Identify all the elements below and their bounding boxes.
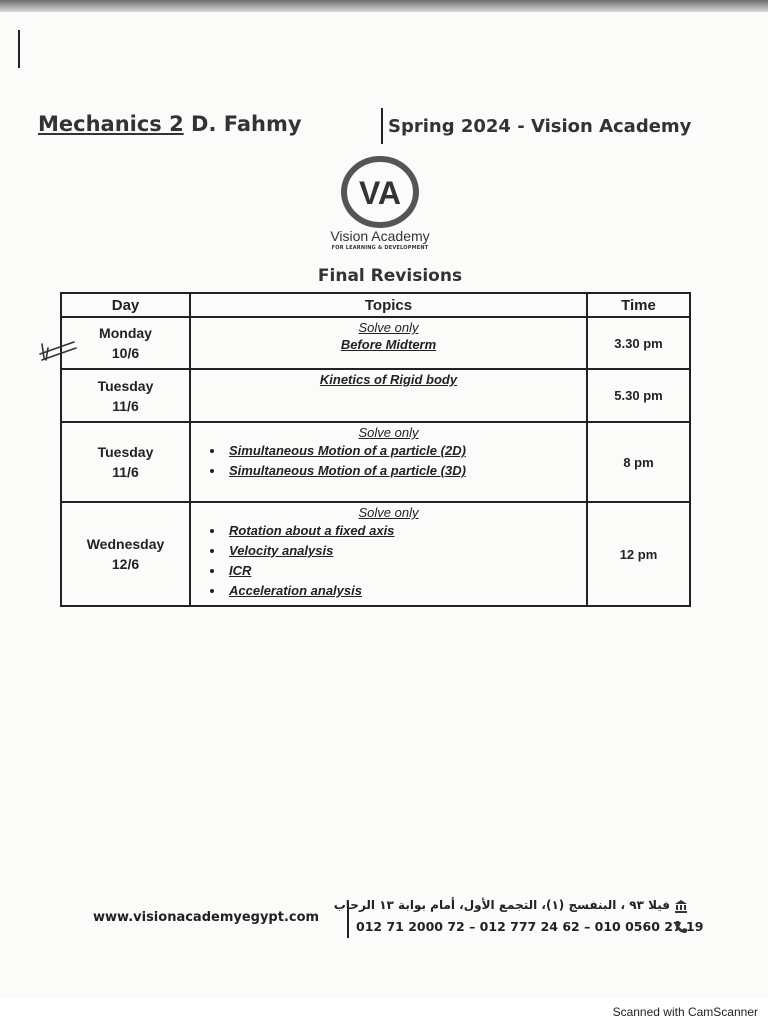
time-cell: 12 pm	[587, 502, 690, 606]
website-url: www.visionacademyegypt.com	[93, 910, 320, 925]
list-item: • Velocity analysis	[225, 541, 586, 561]
day-cell	[61, 422, 190, 502]
solve-only-note: Solve only	[358, 320, 419, 335]
day-name: Tuesday	[97, 377, 154, 394]
time-cell: 5.30 pm	[587, 369, 690, 422]
topic-list	[191, 521, 586, 601]
logo-letters: VA	[358, 175, 402, 211]
header-time: Time	[587, 293, 690, 317]
day-date: 11/6	[112, 464, 139, 480]
day-cell	[61, 369, 190, 422]
list-item: • Simultaneous Motion of a particle (2D)	[225, 441, 586, 461]
margin-pen-mark	[18, 30, 20, 68]
topic-title: Kinetics of Rigid body	[319, 372, 458, 387]
topics-cell	[190, 317, 587, 369]
topics-cell	[190, 369, 587, 422]
table-header-row	[61, 293, 690, 317]
vision-academy-logo-icon	[340, 156, 420, 228]
logo-tagline: FOR LEARNING & DEVELOPMENT	[331, 245, 429, 251]
document-title: Final Revisions	[317, 266, 463, 286]
day-date: 12/6	[111, 556, 140, 572]
schedule-table	[60, 292, 691, 607]
phone-numbers: 012 71 2000 72 – 012 777 24 62 – 010 0560 27 19	[356, 919, 704, 934]
camscanner-watermark: Scanned with CamScanner	[612, 1005, 758, 1019]
topic-list	[191, 441, 586, 481]
solve-only-note: Solve only	[358, 425, 419, 440]
course-header	[38, 112, 302, 136]
table-row	[61, 317, 690, 369]
day-date: 11/6	[112, 397, 139, 414]
day-cell	[61, 502, 190, 606]
list-item: • Simultaneous Motion of a particle (3D)	[225, 461, 586, 481]
day-name: Wednesday	[86, 536, 165, 552]
topic-title: Before Midterm	[340, 337, 437, 352]
table-row	[61, 502, 690, 606]
topics-cell	[190, 422, 587, 502]
building-icon	[674, 899, 688, 913]
day-name: Tuesday	[97, 444, 154, 460]
handwritten-check-icon	[38, 338, 78, 362]
topics-cell	[190, 502, 587, 606]
list-item: • Rotation about a fixed axis	[225, 521, 586, 541]
day-cell	[61, 317, 190, 369]
header-topics: Topics	[190, 293, 587, 317]
term-label: Spring 2024 - Vision Academy	[388, 116, 692, 137]
solve-only-note: Solve only	[358, 505, 419, 520]
header-divider	[381, 108, 383, 144]
table-row	[61, 422, 690, 502]
list-item: • Acceleration analysis	[225, 581, 586, 601]
address-text: فيلا ٩٣ ، البنفسج (١)، التجمع الأول، أمام بوابة ١٣ الرحاب	[333, 898, 670, 912]
instructor-name: D. Fahmy	[191, 112, 302, 136]
time-cell: 8 pm	[587, 422, 690, 502]
logo-name: Vision Academy	[330, 228, 430, 244]
day-name: Monday	[99, 325, 152, 341]
table-row	[61, 369, 690, 422]
time-cell: 3.30 pm	[587, 317, 690, 369]
day-date: 10/6	[111, 345, 140, 361]
list-item: • ICR	[225, 561, 586, 581]
header-day: Day	[61, 293, 190, 317]
course-name: Mechanics 2	[38, 112, 184, 136]
phone-icon	[674, 920, 688, 934]
